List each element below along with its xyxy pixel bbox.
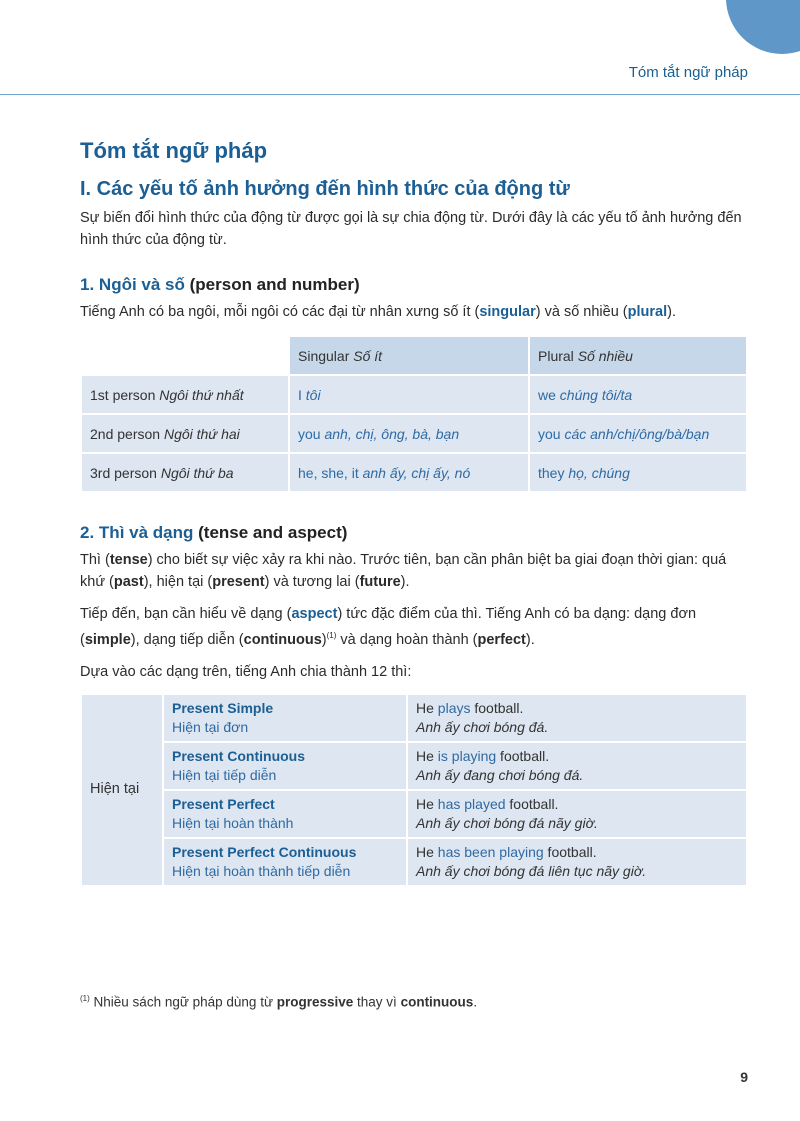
text-run: ) cho biết sự việc xảy ra khi nào. Trước tiên, bạn cần phân biệt ba giai đoạn thời gian: quá khứ ( bbox=[80, 552, 727, 590]
row-label bbox=[82, 415, 288, 452]
text-run: Tiếp đến, bạn cần hiểu về dạng ( bbox=[80, 606, 292, 622]
pronoun-vn: các anh/chị/ông/bà/bạn bbox=[564, 425, 710, 442]
person-number-paragraph bbox=[80, 301, 748, 323]
example-translation: Anh ấy chơi bóng đá liên tục nãy giờ. bbox=[416, 862, 647, 879]
subsection-title-vn: Ngôi và số bbox=[98, 275, 185, 294]
pronoun-en: they bbox=[538, 464, 565, 481]
keyword: perfect bbox=[477, 631, 526, 648]
tense-en: Present Continuous bbox=[172, 747, 306, 764]
tense-count-paragraph: Dựa vào các dạng trên, tiếng Anh chia thành 12 thì: bbox=[80, 663, 412, 680]
example-verb: plays bbox=[437, 699, 471, 716]
subsection-heading-tense-aspect bbox=[80, 523, 748, 543]
example-cell bbox=[408, 743, 746, 789]
text-run: He bbox=[416, 843, 438, 860]
keyword: singular bbox=[479, 304, 536, 320]
person-number-table bbox=[80, 335, 748, 493]
example-translation: Anh ấy chơi bóng đá. bbox=[416, 718, 549, 735]
page-number: 9 bbox=[740, 1069, 748, 1085]
table-row bbox=[82, 376, 746, 413]
singular-cell bbox=[290, 376, 528, 413]
label-en: 3rd person bbox=[90, 464, 157, 481]
tense-name-cell bbox=[164, 695, 406, 741]
running-header-title: Tóm tắt ngữ pháp bbox=[628, 64, 748, 81]
singular-cell bbox=[290, 415, 528, 452]
tense-en: Present Simple bbox=[172, 699, 274, 716]
example-sentence bbox=[416, 795, 738, 814]
keyword: aspect bbox=[291, 606, 338, 622]
pronoun-vn: anh ấy, chị ấy, nó bbox=[362, 464, 471, 481]
table-row bbox=[82, 415, 746, 452]
table-row bbox=[82, 839, 746, 885]
text-run: ). bbox=[400, 574, 410, 590]
text-run: . bbox=[473, 994, 478, 1010]
page-title: Tóm tắt ngữ pháp bbox=[80, 138, 268, 163]
table-header-row bbox=[82, 337, 746, 374]
example-translation: Anh ấy đang chơi bóng đá. bbox=[416, 766, 584, 783]
keyword: plural bbox=[627, 304, 668, 320]
table-row bbox=[82, 695, 746, 741]
row-label bbox=[82, 376, 288, 413]
aspect-paragraph: Tiếp đến, bạn cần hiểu về dạng (aspect) tức đặc điểm của thì. Tiếng Anh có ba dạng: dạng đơn (simple), dạng tiếp diễn (continuous)$^{(1)}$ và dạng hoàn thành (perfect). bbox=[80, 606, 697, 648]
keyword: future bbox=[359, 574, 401, 590]
subsection-number: 1. bbox=[80, 275, 95, 294]
table-header-plural bbox=[530, 337, 746, 374]
label-vn: Ngôi thứ ba bbox=[160, 464, 234, 481]
tense-name-cell bbox=[164, 791, 406, 837]
label-en: 2nd person bbox=[90, 425, 161, 442]
singular-cell bbox=[290, 454, 528, 491]
text-run: ), dạng tiếp diễn ( bbox=[130, 631, 244, 648]
example-translation: Anh ấy chơi bóng đá nãy giờ. bbox=[416, 814, 598, 831]
plural-cell bbox=[530, 454, 746, 491]
pronoun-vn: họ, chúng bbox=[568, 464, 630, 481]
text-run: football. bbox=[543, 843, 597, 860]
text-run: Tiếng Anh có ba ngôi, mỗi ngôi có các đại từ nhân xưng số ít ( bbox=[80, 304, 480, 320]
tense-vn: Hiện tại tiếp diễn bbox=[172, 766, 277, 783]
pronoun-vn: anh, chị, ông, bà, bạn bbox=[324, 425, 460, 442]
text-run: thay vì bbox=[353, 994, 401, 1010]
keyword: progressive bbox=[276, 994, 354, 1010]
text-run: He bbox=[416, 795, 438, 812]
subsection-title-en: (tense and aspect) bbox=[198, 523, 348, 542]
section-heading: I. Các yếu tố ảnh hưởng đến hình thức của động từ bbox=[80, 178, 570, 200]
pronoun-en: I bbox=[298, 386, 302, 403]
plural-cell bbox=[530, 415, 746, 452]
subsection-title-en: (person and number) bbox=[189, 275, 360, 294]
text-run: ). bbox=[667, 304, 676, 320]
table-row bbox=[82, 791, 746, 837]
pronoun-en: we bbox=[538, 386, 556, 403]
pronoun-en: you bbox=[298, 425, 321, 442]
tense-en: Present Perfect Continuous bbox=[172, 843, 357, 860]
tense-vn: Hiện tại hoàn thành bbox=[172, 814, 294, 831]
example-cell bbox=[408, 839, 746, 885]
keyword: continuous bbox=[243, 631, 322, 648]
text-run: He bbox=[416, 699, 438, 716]
label-en: 1st person bbox=[90, 386, 156, 403]
text-run: ) và tương lai ( bbox=[264, 574, 360, 590]
table-row bbox=[82, 454, 746, 491]
keyword: simple bbox=[84, 631, 131, 648]
example-verb: has played bbox=[437, 795, 506, 812]
footnote-mark: (1) bbox=[80, 994, 90, 1003]
tense-vn: Hiện tại hoàn thành tiếp diễn bbox=[172, 862, 351, 879]
footnote bbox=[80, 994, 748, 1010]
keyword: continuous bbox=[400, 994, 474, 1010]
table-row bbox=[82, 743, 746, 789]
text-run: ), hiện tại ( bbox=[143, 574, 213, 590]
header-en: Singular bbox=[298, 347, 350, 364]
tense-paragraph bbox=[80, 549, 748, 593]
text-run: He bbox=[416, 747, 438, 764]
subsection-heading-person-number bbox=[80, 275, 748, 295]
text-run: football. bbox=[496, 747, 550, 764]
text-run: và dạng hoàn thành ( bbox=[336, 631, 478, 648]
text-run: football. bbox=[505, 795, 559, 812]
example-cell bbox=[408, 791, 746, 837]
tense-en: Present Perfect bbox=[172, 795, 275, 812]
example-sentence bbox=[416, 843, 738, 862]
example-cell bbox=[408, 695, 746, 741]
tense-table bbox=[80, 693, 748, 887]
row-label bbox=[82, 454, 288, 491]
page-content bbox=[80, 138, 748, 887]
corner-tab-decoration bbox=[726, 0, 800, 54]
tense-name-cell bbox=[164, 839, 406, 885]
label-vn: Ngôi thứ hai bbox=[163, 425, 240, 442]
subsection-title-vn: Thì và dạng bbox=[98, 523, 194, 542]
keyword: tense bbox=[109, 552, 148, 568]
text-run: ). bbox=[525, 631, 535, 648]
example-verb: is playing bbox=[437, 747, 497, 764]
table-corner-cell bbox=[82, 337, 288, 374]
header-vn: Số nhiều bbox=[577, 347, 633, 364]
example-sentence bbox=[416, 699, 738, 718]
subsection-number: 2. bbox=[80, 523, 95, 542]
tense-name-cell bbox=[164, 743, 406, 789]
footnote-ref: (1) bbox=[326, 631, 337, 640]
text-run: ) và số nhiều ( bbox=[535, 304, 628, 320]
keyword: present bbox=[212, 574, 265, 590]
pronoun-en: you bbox=[538, 425, 561, 442]
text-run: Thì ( bbox=[80, 552, 110, 568]
tense-group-label: Hiện tại bbox=[82, 695, 162, 885]
header-vn: Số ít bbox=[353, 347, 383, 364]
header-rule bbox=[0, 94, 800, 95]
text-run: ) tức đặc điểm của thì. Tiếng Anh có ba dạng: dạng đơn ( bbox=[80, 606, 697, 648]
plural-cell bbox=[530, 376, 746, 413]
pronoun-vn: tôi bbox=[305, 386, 321, 403]
text-run: football. bbox=[470, 699, 524, 716]
example-sentence bbox=[416, 747, 738, 766]
label-vn: Ngôi thứ nhất bbox=[159, 386, 244, 403]
section-intro: Sự biến đổi hình thức của động từ được gọi là sự chia động từ. Dưới đây là các yếu tố ảnh hưởng đến hình thức của động từ. bbox=[80, 210, 742, 248]
table-header-singular bbox=[290, 337, 528, 374]
pronoun-vn: chúng tôi/ta bbox=[559, 386, 633, 403]
tense-vn: Hiện tại đơn bbox=[172, 718, 249, 735]
example-verb: has been playing bbox=[437, 843, 544, 860]
pronoun-en: he, she, it bbox=[298, 464, 359, 481]
header-en: Plural bbox=[538, 347, 574, 364]
keyword: past bbox=[113, 574, 144, 590]
text-run: Nhiều sách ngữ pháp dùng từ bbox=[89, 994, 277, 1010]
